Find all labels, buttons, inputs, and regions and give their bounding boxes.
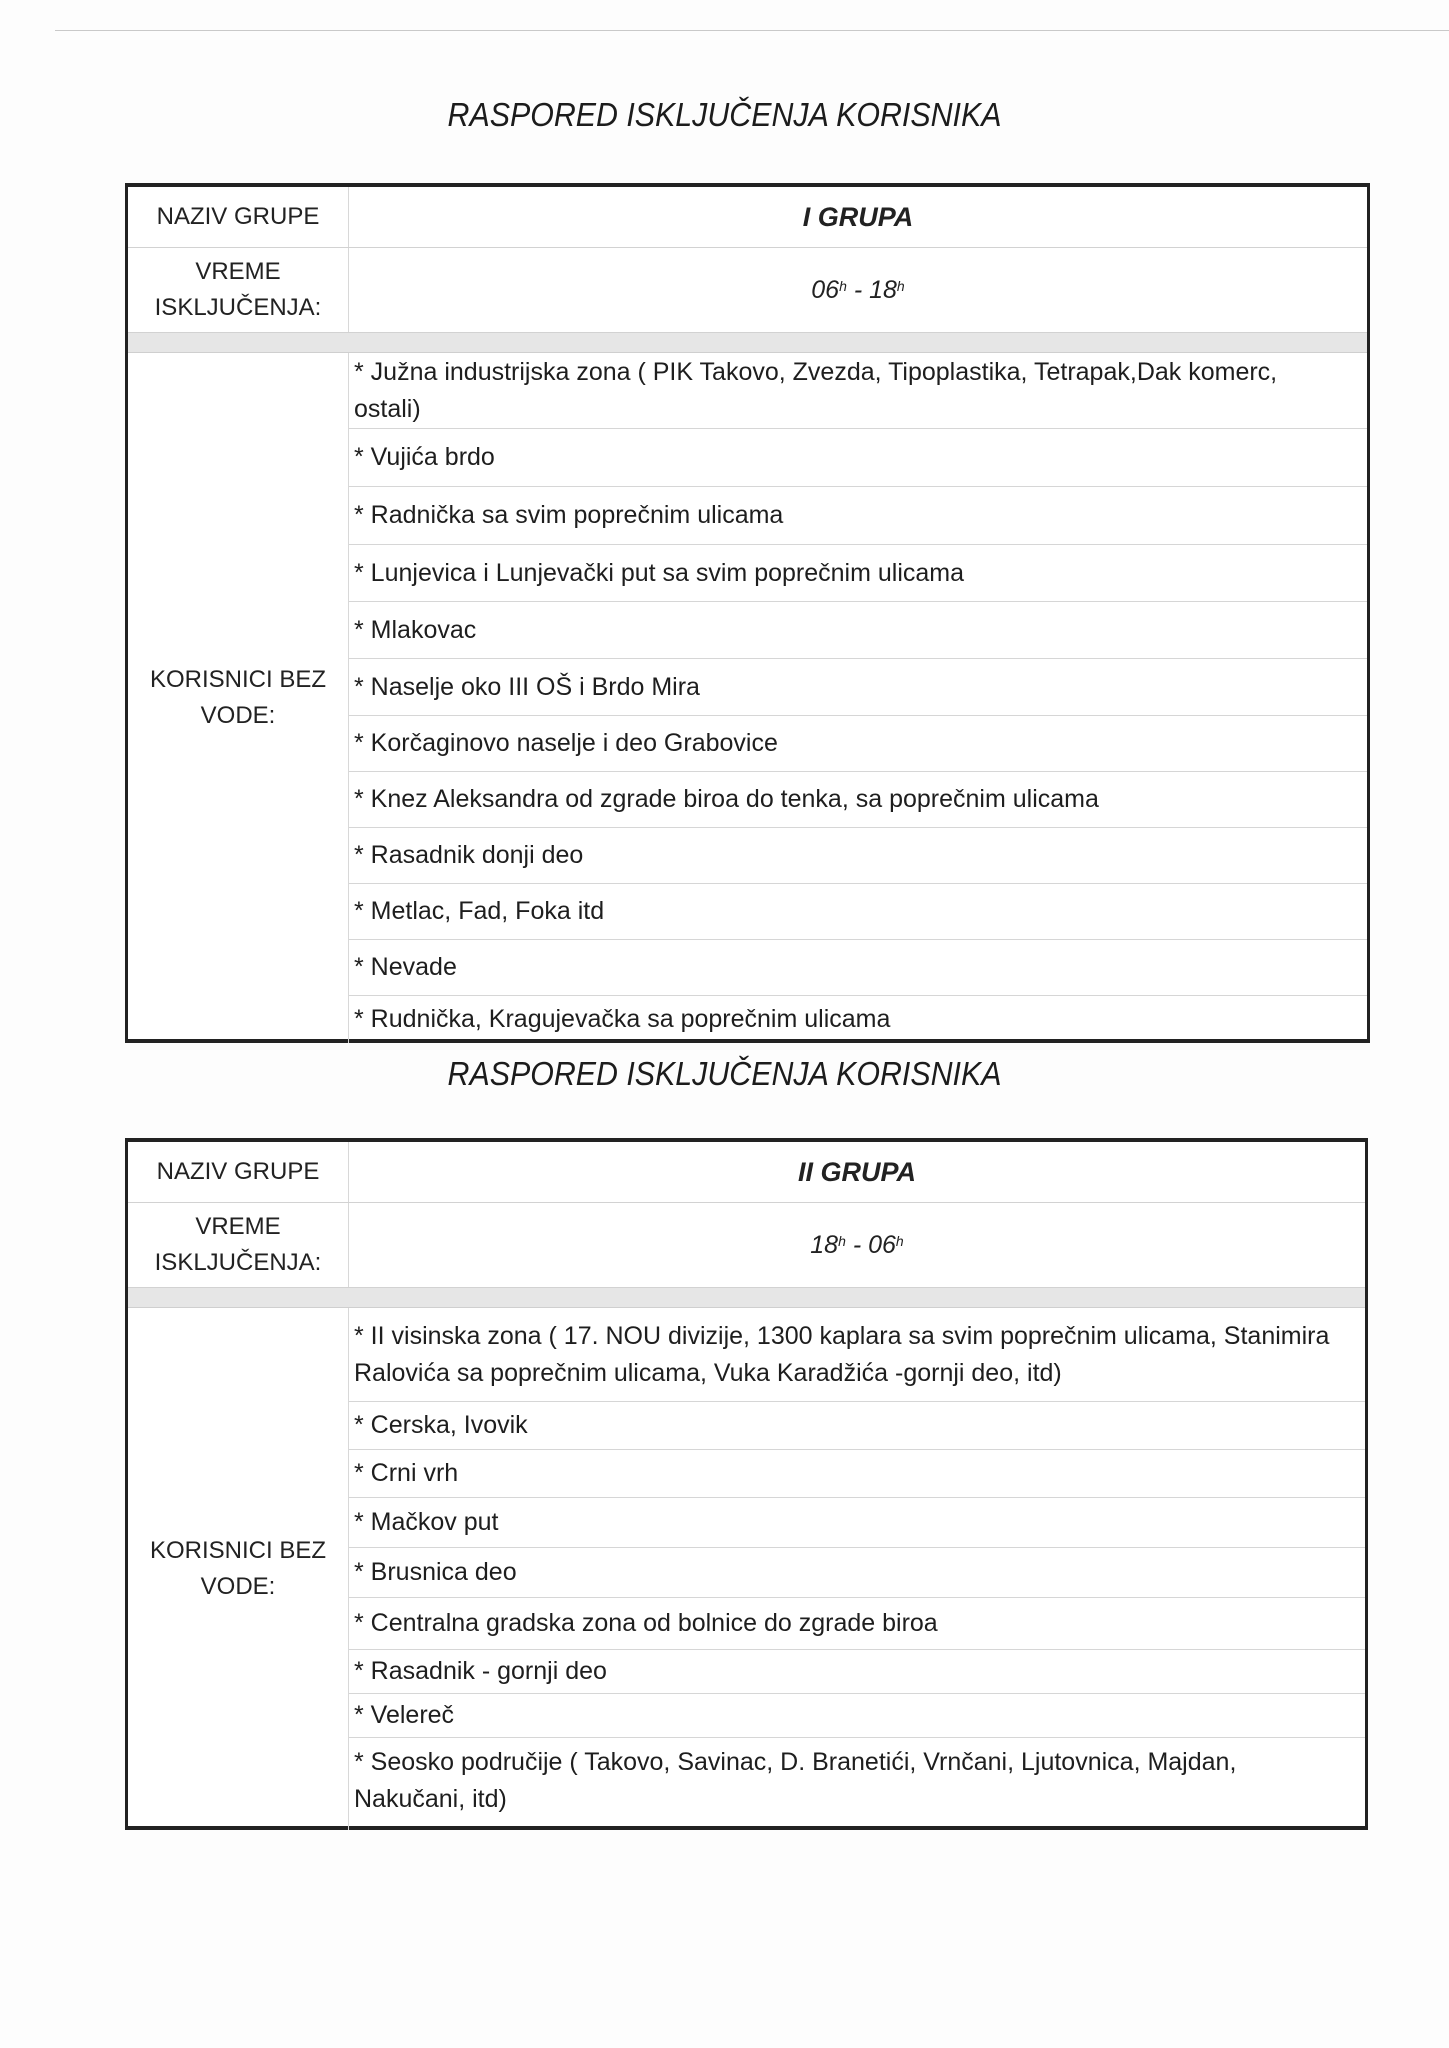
- time-to: 18: [869, 275, 897, 304]
- shutoff-time-label: VREME ISKLJUČENJA:: [128, 248, 349, 332]
- separator-band: [128, 1288, 1365, 1308]
- group-name-row: [128, 1142, 1365, 1203]
- scan-edge-line: [55, 30, 1449, 31]
- time-unit: h: [838, 1233, 846, 1249]
- list-item: * Radnička sa svim poprečnim ulicama: [349, 487, 1367, 545]
- list-item: * Metlac, Fad, Foka itd: [349, 884, 1367, 940]
- group-name-value: I GRUPA: [802, 201, 914, 232]
- time-unit: h: [896, 278, 905, 294]
- time-separator: -: [845, 1230, 869, 1259]
- list-item: * Južna industrijska zona ( PIK Takovo, Zvezda, Tipoplastika, Tetrapak,Dak komerc, ostali): [349, 353, 1367, 429]
- list-item: * Seosko područije ( Takovo, Savinac, D. Branetići, Vrnčani, Ljutovnica, Majdan, Nakučani, itd): [354, 1748, 1237, 1813]
- shutoff-time-label: VREME ISKLJUČENJA:: [128, 1203, 349, 1287]
- list-item: * Rudnička, Kragujevačka sa poprečnim ulicama: [354, 1005, 891, 1033]
- group-name-label: NAZIV GRUPE: [128, 187, 349, 247]
- affected-users-row: [128, 353, 1367, 1043]
- group-name-value: II GRUPA: [797, 1156, 916, 1187]
- list-item: * Naselje oko III OŠ i Brdo Mira: [349, 659, 1367, 716]
- time-unit: h: [839, 278, 847, 294]
- list-item: * Korčaginovo naselje i deo Grabovice: [349, 716, 1367, 772]
- group-name-row: [128, 187, 1367, 248]
- time-unit: h: [895, 1233, 904, 1249]
- affected-users-row: [128, 1308, 1365, 1830]
- schedule-table-group-1: [125, 183, 1370, 1043]
- separator-band: [128, 333, 1367, 353]
- time-to: 06: [868, 1230, 896, 1259]
- schedule-title-2: RASPORED ISKLJUČENJA KORISNIKA: [447, 1055, 1002, 1092]
- list-item: * Centralna gradska zona od bolnice do zgrade biroa: [349, 1598, 1365, 1650]
- list-item: * Knez Aleksandra od zgrade biroa do tenka, sa poprečnim ulicama: [349, 772, 1367, 828]
- time-from: 18: [810, 1230, 839, 1259]
- group-name-label: NAZIV GRUPE: [128, 1142, 349, 1202]
- affected-users-label: KORISNICI BEZ VODE:: [128, 1308, 349, 1830]
- affected-areas-list: [349, 1308, 1365, 1830]
- affected-areas-list: [349, 353, 1367, 1043]
- list-item: * Cerska, Ivovik: [349, 1402, 1365, 1450]
- list-item: * Vujića brdo: [349, 429, 1367, 487]
- list-item: * Brusnica deo: [349, 1548, 1365, 1598]
- list-item: * Crni vrh: [349, 1450, 1365, 1498]
- shutoff-time-value: [349, 248, 1367, 332]
- list-item: * Rasadnik donji deo: [349, 828, 1367, 884]
- list-item: * Lunjevica i Lunjevački put sa svim poprečnim ulicama: [349, 545, 1367, 602]
- shutoff-time-row: [128, 248, 1367, 333]
- time-separator: -: [846, 275, 870, 304]
- time-from: 06: [811, 275, 840, 304]
- shutoff-time-value: [349, 1203, 1365, 1287]
- schedule-table-group-2: [125, 1138, 1368, 1830]
- list-item: * Mačkov put: [349, 1498, 1365, 1548]
- list-item: * Nevade: [349, 940, 1367, 996]
- schedule-title-1: RASPORED ISKLJUČENJA KORISNIKA: [447, 96, 1002, 133]
- list-item: * Mlakovac: [349, 602, 1367, 659]
- shutoff-time-row: [128, 1203, 1365, 1288]
- list-item: * II visinska zona ( 17. NOU divizije, 1300 kaplara sa svim poprečnim ulicama, Stanimira Ralovića sa poprečnim ulicama, Vuka Karadžića -gornji deo, itd): [349, 1308, 1365, 1402]
- list-item: * Rasadnik - gornji deo: [349, 1650, 1365, 1694]
- list-item: * Velereč: [349, 1694, 1365, 1738]
- affected-users-label: KORISNICI BEZ VODE:: [128, 353, 349, 1043]
